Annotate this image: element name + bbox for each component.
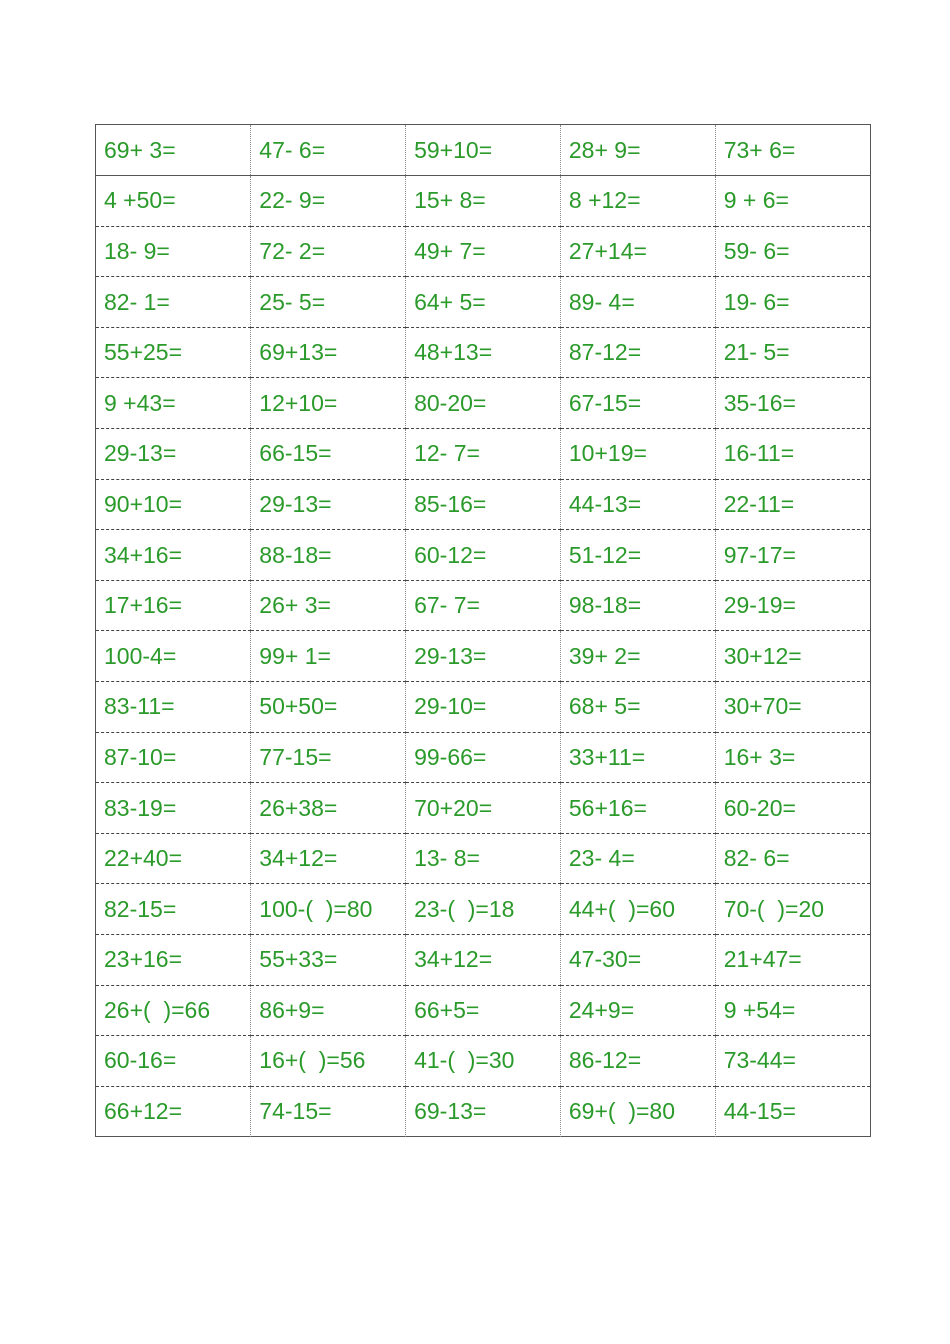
problem-row [96, 277, 870, 328]
problem-cell: 24+9= [560, 985, 715, 1036]
problem-cell: 56+16= [560, 783, 715, 834]
problem-cell: 87-10= [96, 732, 251, 783]
problem-row [96, 682, 870, 733]
problem-cell: 68+ 5= [560, 682, 715, 733]
problem-cell: 47-30= [560, 935, 715, 986]
problem-cell: 29-13= [251, 479, 406, 530]
problem-cell: 22-11= [715, 479, 870, 530]
problem-cell: 67- 7= [406, 580, 561, 631]
problem-cell: 26+( )=66 [96, 985, 251, 1036]
problem-cell: 69-13= [406, 1086, 561, 1137]
problem-cell: 82-15= [96, 884, 251, 935]
problem-cell: 29-19= [715, 580, 870, 631]
problem-cell: 26+ 3= [251, 580, 406, 631]
problem-cell: 83-11= [96, 682, 251, 733]
problem-cell: 51-12= [560, 530, 715, 581]
problem-cell: 55+33= [251, 935, 406, 986]
problem-cell: 23- 4= [560, 833, 715, 884]
problem-cell: 22- 9= [251, 176, 406, 227]
problem-cell: 26+38= [251, 783, 406, 834]
problem-cell: 39+ 2= [560, 631, 715, 682]
problem-cell: 60-20= [715, 783, 870, 834]
problem-cell: 9 +43= [96, 378, 251, 429]
problem-cell: 19- 6= [715, 277, 870, 328]
problem-cell: 21+47= [715, 935, 870, 986]
problem-cell: 55+25= [96, 327, 251, 378]
problem-table-body [96, 125, 870, 1137]
problem-cell: 67-15= [560, 378, 715, 429]
problem-cell: 69+13= [251, 327, 406, 378]
problem-cell: 85-16= [406, 479, 561, 530]
problem-cell: 15+ 8= [406, 176, 561, 227]
problem-cell: 22+40= [96, 833, 251, 884]
problem-cell: 21- 5= [715, 327, 870, 378]
problem-cell: 28+ 9= [560, 125, 715, 176]
problem-row [96, 1086, 870, 1137]
problem-cell: 59+10= [406, 125, 561, 176]
problem-cell: 10+19= [560, 429, 715, 480]
problem-cell: 80-20= [406, 378, 561, 429]
problem-row [96, 429, 870, 480]
problem-cell: 13- 8= [406, 833, 561, 884]
problem-cell: 33+11= [560, 732, 715, 783]
problem-cell: 90+10= [96, 479, 251, 530]
problem-cell: 100-4= [96, 631, 251, 682]
problem-cell: 34+16= [96, 530, 251, 581]
problem-cell: 60-16= [96, 1036, 251, 1087]
problem-cell: 9 +54= [715, 985, 870, 1036]
problem-cell: 82- 6= [715, 833, 870, 884]
problem-cell: 34+12= [406, 935, 561, 986]
problem-cell: 49+ 7= [406, 226, 561, 277]
problem-cell: 74-15= [251, 1086, 406, 1137]
problem-cell: 9 + 6= [715, 176, 870, 227]
problem-row [96, 125, 870, 176]
problem-cell: 29-10= [406, 682, 561, 733]
problem-cell: 60-12= [406, 530, 561, 581]
problem-cell: 99-66= [406, 732, 561, 783]
problem-cell: 66+5= [406, 985, 561, 1036]
problem-cell: 86-12= [560, 1036, 715, 1087]
problem-row [96, 935, 870, 986]
problem-cell: 44+( )=60 [560, 884, 715, 935]
problem-row [96, 985, 870, 1036]
problem-cell: 16+( )=56 [251, 1036, 406, 1087]
problem-cell: 25- 5= [251, 277, 406, 328]
problem-cell: 44-13= [560, 479, 715, 530]
problem-cell: 69+( )=80 [560, 1086, 715, 1137]
problem-cell: 66-15= [251, 429, 406, 480]
problem-cell: 59- 6= [715, 226, 870, 277]
problem-row [96, 176, 870, 227]
problem-cell: 16-11= [715, 429, 870, 480]
problem-cell: 17+16= [96, 580, 251, 631]
worksheet [95, 124, 871, 1137]
problem-cell: 23-( )=18 [406, 884, 561, 935]
problem-cell: 77-15= [251, 732, 406, 783]
problem-cell: 16+ 3= [715, 732, 870, 783]
problem-cell: 8 +12= [560, 176, 715, 227]
problem-row [96, 833, 870, 884]
problem-row [96, 1036, 870, 1087]
problem-cell: 47- 6= [251, 125, 406, 176]
problem-cell: 86+9= [251, 985, 406, 1036]
problem-cell: 29-13= [406, 631, 561, 682]
problem-cell: 34+12= [251, 833, 406, 884]
problem-cell: 88-18= [251, 530, 406, 581]
problem-row [96, 884, 870, 935]
problem-cell: 82- 1= [96, 277, 251, 328]
problem-row [96, 580, 870, 631]
problem-row [96, 783, 870, 834]
problem-cell: 70-( )=20 [715, 884, 870, 935]
problem-row [96, 226, 870, 277]
problem-cell: 50+50= [251, 682, 406, 733]
problem-cell: 30+70= [715, 682, 870, 733]
problem-row [96, 479, 870, 530]
problem-cell: 70+20= [406, 783, 561, 834]
problem-cell: 69+ 3= [96, 125, 251, 176]
problem-cell: 29-13= [96, 429, 251, 480]
problem-cell: 89- 4= [560, 277, 715, 328]
problem-cell: 18- 9= [96, 226, 251, 277]
problem-cell: 97-17= [715, 530, 870, 581]
problem-row [96, 530, 870, 581]
problem-cell: 87-12= [560, 327, 715, 378]
problem-cell: 99+ 1= [251, 631, 406, 682]
problem-cell: 4 +50= [96, 176, 251, 227]
problem-cell: 30+12= [715, 631, 870, 682]
problem-row [96, 327, 870, 378]
problem-cell: 98-18= [560, 580, 715, 631]
problem-cell: 27+14= [560, 226, 715, 277]
problem-row [96, 378, 870, 429]
problem-cell: 35-16= [715, 378, 870, 429]
problem-cell: 100-( )=80 [251, 884, 406, 935]
problem-cell: 73-44= [715, 1036, 870, 1087]
problem-row [96, 732, 870, 783]
problem-cell: 41-( )=30 [406, 1036, 561, 1087]
problem-cell: 73+ 6= [715, 125, 870, 176]
problem-cell: 83-19= [96, 783, 251, 834]
problem-cell: 64+ 5= [406, 277, 561, 328]
problem-cell: 72- 2= [251, 226, 406, 277]
problem-cell: 12- 7= [406, 429, 561, 480]
problem-row [96, 631, 870, 682]
problem-cell: 12+10= [251, 378, 406, 429]
problem-cell: 44-15= [723, 1098, 796, 1125]
problem-cell: 48+13= [406, 327, 561, 378]
problem-cell: 23+16= [96, 935, 251, 986]
problem-cell: 66+12= [96, 1086, 251, 1137]
problem-table [96, 125, 870, 1137]
